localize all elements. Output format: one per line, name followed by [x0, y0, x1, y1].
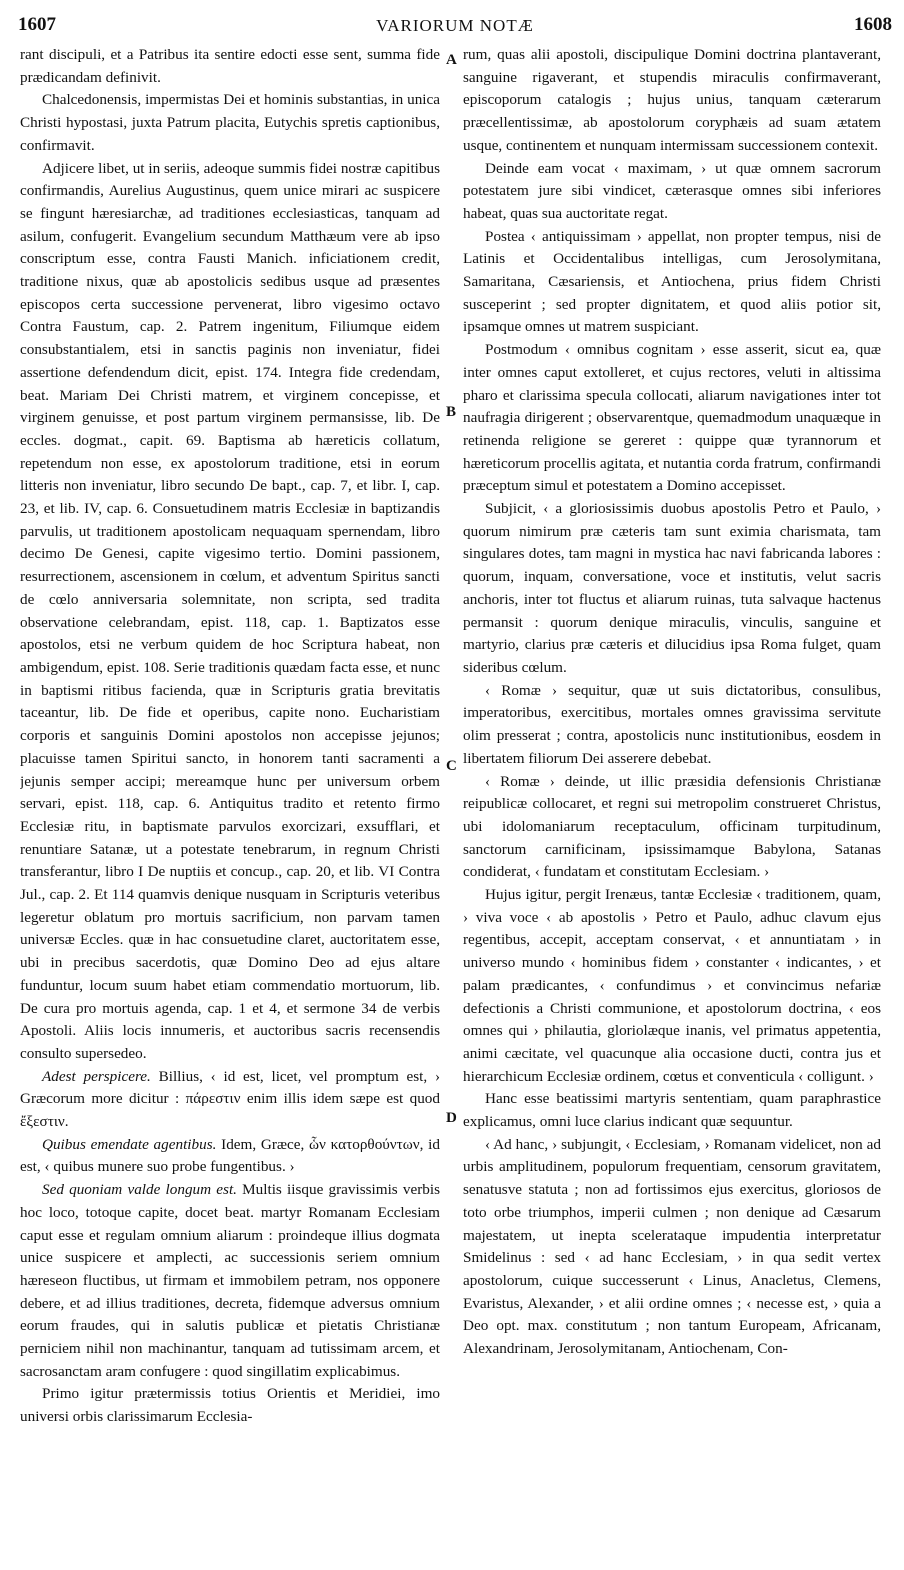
- paragraph: [463, 771, 881, 885]
- paragraph-text: Primo igitur prætermissis totius Orientis et Meridiei, imo universi orbis clarissimarum Ecclesia-: [20, 1385, 440, 1426]
- paragraph: [463, 158, 881, 226]
- paragraph-text: Multis iisque gravissimis verbis hoc loco, totoque capite, docet beat. martyr Romanam Ecclesiam caput esse et regulam omnium aliarum : proindeque illius dogmata unice suspicere et amplecti, ac successionis seriem omnium hæreseon fluctibus, ut firmam et immobilem petram, nos opponere debere, et ad illius traditiones, decreta, fidemque adversus omnium eorum fraudes, qui in salutis publicæ et pietatis Christianæ perniciem nihil non machinantur, tanquam ad tutissimam arcem, et sacrosanctam aram confugere : quod singillatim explicabimus.: [20, 1181, 440, 1380]
- paragraph-text: Hanc esse beatissimi martyris sententiam, quam paraphrastice explicamus, omni luce clarius indicant quæ sequuntur.: [463, 1090, 881, 1131]
- margin-marker-d: D: [446, 1110, 457, 1126]
- margin-marker-b: B: [446, 404, 457, 420]
- paragraph: [20, 1179, 440, 1383]
- paragraph-text: Deinde eam vocat ‹ maximam, › ut quæ omnem sacrorum potestatem jure sibi vindicet, cæterasque omnes sibi inferiores habeat, quas sua auctoritate regat.: [463, 159, 881, 222]
- paragraph: [463, 884, 881, 1088]
- paragraph: [20, 1066, 440, 1134]
- paragraph-text: rant discipuli, et a Patribus ita sentire edocti esse sent, summa fide prædicandam definivit.: [20, 46, 440, 86]
- paragraph: [20, 44, 440, 89]
- right-column: [463, 44, 881, 1559]
- paragraph: [463, 1088, 881, 1133]
- paragraph: [20, 89, 440, 157]
- paragraph: [20, 158, 440, 1066]
- left-column: [20, 44, 440, 1559]
- paragraph: [463, 1134, 881, 1361]
- paragraph: [463, 226, 881, 340]
- margin-marker-a: A: [446, 52, 457, 68]
- paragraph-text: Subjicit, ‹ a gloriosissimis duobus apostolis Petro et Paulo, › quorum nimirum præ cæteris tam sunt eximia charismata, tam singulares dotes, tam magni in mystica hac navi fabricanda labores : quorum, inquam, conversatione, voce et institutis, velut sacris anchoris, inter tot fluctus et aliarum ruinas, tuta salvaque hactenus permansit : quorum denique miraculis, vinculis, sanguine et martyrio, clarius præ cæteris et dilucidius ipsa Roma fulget, quam sideribus cœlum.: [463, 500, 881, 676]
- paragraph: [463, 680, 881, 771]
- paragraph: [20, 1383, 440, 1428]
- lemma-text: Sed quoniam valde longum est.: [42, 1181, 237, 1199]
- paragraph-text: Chalcedonensis, impermistas Dei et hominis substantias, in unica Christi hypostasi, juxta Patrum placita, Eutychis spretis captionibus, confirmavit.: [20, 91, 440, 154]
- paragraph-text: Postmodum ‹ omnibus cognitam › esse asserit, sicut ea, quæ inter omnes caput extolleret, et cujus rectores, veluti in altissima pharo et clarissima specula collocati, aliarum navigationes inter tot naufragia dirigerent ; observarentque, quemadmodum unaquæque in retinenda religione se gereret : quippe quæ tyrannorum et hæreticorum procellis agitata, et nutantia corda fratrum, confirmandi præceptum simul et potestatem a Domino accepisset.: [463, 341, 881, 495]
- paragraph-text: ‹ Romæ › deinde, ut illic præsidia defensionis Christianæ reipublicæ collocaret, et regni sui metropolim construeret Christus, ubi idolomaniarum receptaculum, officinam turpitudinum, sanctorum carnificinam, ipsissimamque Babylona, Satanas condiderat, ‹ fundatam et constitutam Ecclesiam. ›: [463, 772, 881, 881]
- lemma-text: Quibus emendate agentibus.: [42, 1135, 217, 1153]
- paragraph-text: ‹ Ad hanc, › subjungit, ‹ Ecclesiam, › Romanam videlicet, non ad urbis amplitudinem, populorum frequentiam, censorum gravitatem, senatusve statuta ; non ad fortissimos ejus exercitus, gloriosos de toto orbe triumphos, imperii culmen ; non denique ad Cæsarum majestatem, ut inepta scelerataque impudentia interpretatur Smidelinus : sed ‹ ad hanc Ecclesiam, › in qua sedit vertex apostolorum, cuique successerunt ‹ Linus, Anacletus, Clemens, Evaristus, Alexander, › et alii ordine omnes ; ‹ necesse est, › quia a Deo opt. max. constitutum ; non tantum Europeam, Africanam, Alexandrinam, Jerosolymitanam, Antiochenam, Con-: [463, 1135, 881, 1358]
- paragraph-text: ‹ Romæ › sequitur, quæ ut suis dictatoribus, consulibus, imperatoribus, exercitibus, mortales omnes gravissima servitute olim presserat ; contra, apostolicis nunc institutionibus, eosdem in libertatem filiorum Dei asserere debebat.: [463, 681, 881, 767]
- paragraph: [20, 1134, 440, 1179]
- paragraph-text: Idem, Græce, ὧν κατορθούντων, id est, ‹ quibus munere suo probe fungentibus. ›: [20, 1135, 440, 1176]
- paragraph-text: Hujus igitur, pergit Irenæus, tantæ Ecclesiæ ‹ traditionem, quam, › viva voce ‹ ab apostolis › Petro et Paulo, adhuc clavum ejus regentibus, accepit, acceptam conservat, ‹ et annuntiatam › in universo mundo ‹ hominibus fidem › constanter ‹ indicantes, › et palam prædicantes, ‹ confundimus › et convincimus nefariæ defectionis a Christi communione, et apostolorum doctrina, ‹ eos omnes qui › philautia, gloriolæque inanis, vel primatus appetentia, animi cæcitate, vel quacunque alia occasione ducti, contra jus et hierarchicum Ecclesiæ ordinem, cœtus et conventicula ‹ colligunt. ›: [463, 886, 881, 1085]
- page-number-right: 1608: [854, 14, 892, 35]
- paragraph: [463, 44, 881, 158]
- page-number-left: 1607: [18, 14, 56, 35]
- lemma-text: Adest perspicere.: [42, 1067, 151, 1085]
- page-header: [18, 14, 892, 38]
- paragraph-text: Postea ‹ antiquissimam › appellat, non propter tempus, nisi de Latinis et Occidentalibus intelligas, cum Jerosolymitana, Samaritana, Cæsariensis, et Antiochena, prius fidem Christi susceperint ; sed propter dignitatem, et quod aliis potior sit, ipsamque omnes ut matrem suspiciant.: [463, 227, 881, 336]
- paragraph-text: Adjicere libet, ut in seriis, adeoque summis fidei nostræ capitibus confirmandis, Aurelius Augustinus, quem unice mirari ac suspicere se fingunt hæresiarchæ, ad traditiones ecclesiasticas, tanquam ad asilum, confugerit. Evangelium secundum Matthæum vere ab ipso conscriptum esse, contra Fausti Manich. inficiationem credit, traditione nixus, quæ ab apostolicis sedibus usque ad præsentes episcopos certa successione pervenerat, libro vigesimo octavo Contra Faustum, cap. 2. Patrem ingenitum, Filiumque eidem consubstantialem, etsi in sanctis paginis non inveniatur, fidei assertione defendendum dicit, epist. 174. Integra fide credendam, beat. Mariam Dei Christi matrem, et virginem concepisse, et virginem genuisse, et post partum virginem permansisse, lib. De eccles. dogmat., capit. 69. Baptisma ab hæreticis collatum, repetendum non esse, ex apostolorum traditione, etsi in eorum litteris non inveniatur, libro secundo De bapt., cap. 7, et libr. I, cap. 23, et lib. IV, cap. 6. Consuetudinem matris Ecclesiæ in baptizandis parvulis, ut traditionem apostolicam nequaquam spernendam, libro decimo De Genesi, capite vigesimo tertio. Domini passionem, resurrectionem, ascensionem in cœlum, et adventum Spiritus sancti de cœlo anniversaria solemnitate, non scripta, sed tradita observatione celebrandam, epist. 118, cap. 1. Baptizatos esse apostolos, etsi ne verbum quidem de hoc Scriptura habeat, non ambigendum, epist. 108. Serie traditionis quædam facta esse, et nunc in baptismi ritibus facienda, quæ in Scripturis gratia brevitatis taceantur, lib. De fide et operibus, capite nono. Eucharistiam corporis et sanguinis Domini apostolos non accepisse jejunos; placuisse tamen Spiritui sancto, in honorem tanti sacramenti a jejunis semper accipi; mereamque hunc per universum orbem servari, epist. 118, cap. 6. Antiquitus tradito et retento firmo Ecclesiæ ritu, in baptismate parvulos exorcizari, exsufflari, et renuntiare Satanæ, ut a potestate tenebrarum, in regnum Christi transferantur, libro I De nuptiis et concup., cap. 20, et lib. VI Contra Jul., cap. 2. Et 114 quamvis denique nusquam in Scripturis veteribus legeretur oblatum pro mortuis sacrificium, non parvam tamen universæ Eccles. quæ in hac consuetudine claret, auctoritatem esse, ubi in precibus sacerdotis, quæ Domino Deo ad ejus altare funduntur, locum suum habet etiam commendatio mortuorum, lib. De cura pro mortuis agenda, cap. 1 et 4, et sermone 34 de verbis Apostoli. Aliis locis innumeris, et auctoribus sacris recensendis consulto supersedeo.: [20, 159, 440, 1062]
- paragraph: [463, 339, 881, 498]
- paragraph-text: Billius, ‹ id est, licet, vel promptum est, › Græcorum more dicitur : πάρεστιν enim illis idem sæpe est quod ἔξεστιν.: [20, 1067, 440, 1131]
- paragraph-text: rum, quas alii apostoli, discipulique Domini doctrina plantaverant, sanguine rigaverant, et stupendis miraculis confirmaverant, episcoporum catalogis ; hujus unius, tanquam cæterarum præcellentissimæ, ab apostolorum coryphæis ad suam ætatem usque, continentem et nunquam intermissam successionem contexit.: [463, 46, 881, 154]
- running-head: VARIORUM NOTÆ: [376, 16, 534, 35]
- margin-marker-c: C: [446, 758, 457, 774]
- paragraph: [463, 498, 881, 680]
